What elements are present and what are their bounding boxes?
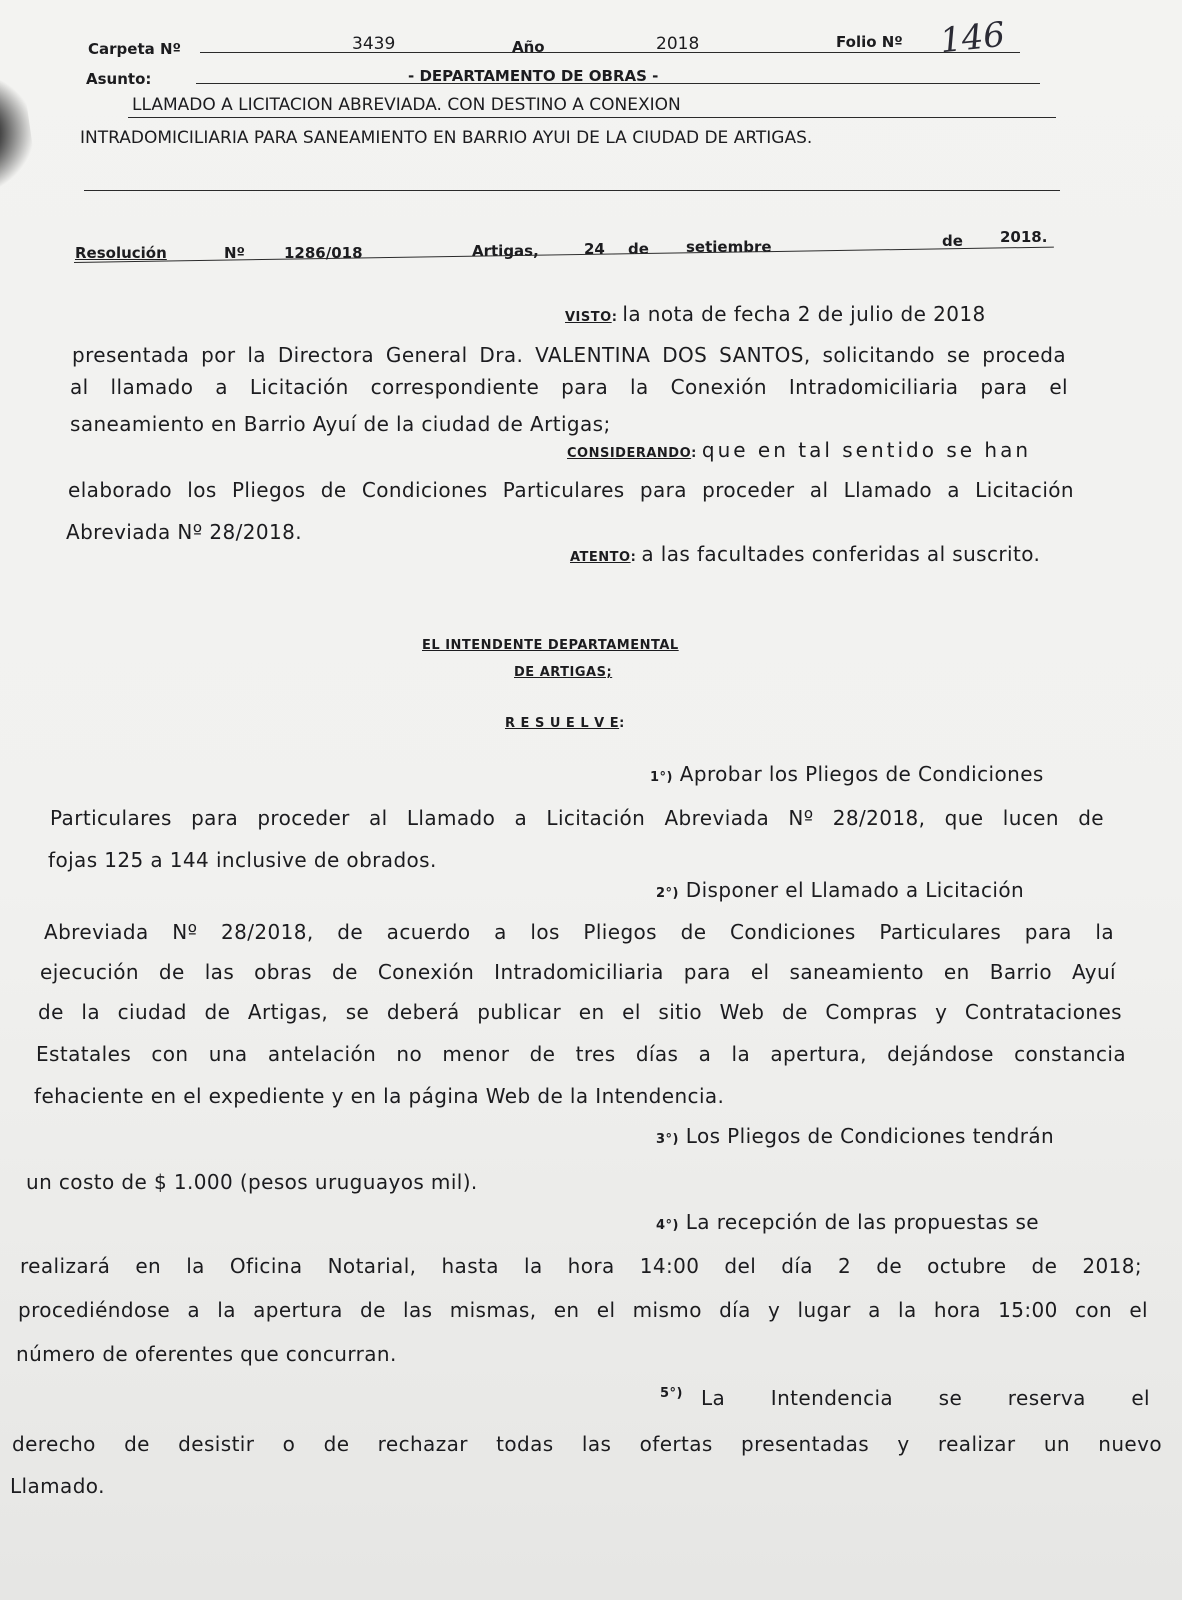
resolution-num-label: Nº [224,244,246,262]
atento-line: ATENTO: a las facultades conferidas al suscrito. [570,542,1041,566]
article-4-line-1: realizará en la Oficina Notarial, hasta la hora 14:00 del día 2 de octubre de 2018; [20,1254,1142,1278]
article-2-first-text: Disponer el Llamado a Licitación [685,878,1025,902]
article-5-num: 5°) [660,1386,683,1401]
article-4-num: 4°) [656,1218,679,1233]
article-1-num: 1°) [650,770,673,785]
asunto-label: Asunto: [86,70,152,88]
resolution-city: Artigas, [472,242,539,260]
article-5-line-2: Llamado. [10,1474,105,1498]
considerando-first-line: CONSIDERANDO: que en tal sentido se han [567,438,1032,462]
visto-first-line: VISTO: la nota de fecha 2 de julio de 2018 [565,302,986,326]
article-1-first-text: Aprobar los Pliegos de Condiciones [679,762,1044,786]
atento-text: a las facultades conferidas al suscrito. [641,542,1041,566]
article-3-num: 3°) [656,1132,679,1147]
visto-text-1: la nota de fecha 2 de julio de 2018 [622,302,986,326]
resolution-de-1: de [628,240,649,258]
considerando-label: CONSIDERANDO [567,446,692,461]
resolution-day: 24 [584,240,605,258]
blank-rule [84,190,1060,191]
resuelve-heading: R E S U E L V E: [505,716,625,731]
article-1-first [650,762,1044,786]
department-name: - DEPARTAMENTO DE OBRAS - [408,67,659,85]
considerando-line-2: elaborado los Pliegos de Condiciones Particulares para proceder al Llamado a Licitación [68,478,1074,502]
asunto-rule-2 [128,117,1056,118]
carpeta-value: 3439 [352,34,396,54]
article-2-line-1: Abreviada Nº 28/2018, de acuerdo a los Pliegos de Condiciones Particulares para la [44,920,1114,944]
atento-label: ATENTO [570,550,631,565]
carpeta-rule [200,52,1020,53]
intendente-line-1: EL INTENDENTE DEPARTAMENTAL [422,638,679,653]
article-2-line-2: ejecución de las obras de Conexión Intradomiciliaria para el saneamiento en Barrio Ayuí [40,960,1116,984]
carpeta-label: Carpeta Nº [88,40,181,58]
visto-label: VISTO [565,310,612,325]
resolution-month: setiembre [686,238,772,256]
article-2-line-5: fehaciente en el expediente y en la página Web de la Intendencia. [34,1084,725,1108]
article-4-first-text: La recepción de las propuestas se [685,1210,1039,1234]
article-4-line-2: procediéndose a la apertura de las mismas, en el mismo día y lugar a la hora 15:00 con el [18,1298,1148,1322]
considerando-line-3: Abreviada Nº 28/2018. [66,520,303,544]
considerando-text-1: que en tal sentido se han [701,438,1032,462]
resuelve-text: R E S U E L V E [505,716,620,731]
asunto-line-2: INTRADOMICILIARIA PARA SANEAMIENTO EN BARRIO AYUI DE LA CIUDAD DE ARTIGAS. [80,128,813,148]
article-4-first [656,1210,1039,1234]
article-1-line-2: fojas 125 a 144 inclusive de obrados. [48,848,437,872]
article-4-line-3: número de oferentes que concurran. [16,1342,397,1366]
article-2-line-4: Estatales con una antelación no menor de tres días a la apertura, dejándose constancia [36,1042,1126,1066]
article-2-first [656,878,1024,902]
resolution-number: 1286/018 [284,244,363,262]
anio-label: Año [512,38,545,56]
article-2-line-3: de la ciudad de Artigas, se deberá publicar en el sitio Web de Compras y Contrataciones [38,1000,1122,1024]
resolution-label: Resolución [75,244,167,262]
article-1-line-1: Particulares para proceder al Llamado a Licitación Abreviada Nº 28/2018, que lucen de [50,806,1104,830]
anio-value: 2018 [656,34,700,54]
article-2-num: 2°) [656,886,679,901]
article-5-first-text: La Intendencia se reserva el [701,1386,1150,1410]
resolution-rule [74,247,1054,263]
article-5-line-1: derecho de desistir o de rechazar todas las ofertas presentadas y realizar un nuevo [12,1432,1162,1456]
article-3-first-text: Los Pliegos de Condiciones tendrán [685,1124,1055,1148]
resolution-year: 2018. [1000,228,1048,246]
visto-line-4: saneamiento en Barrio Ayuí de la ciudad de Artigas; [70,412,611,436]
asunto-line-1: LLAMADO A LICITACION ABREVIADA. CON DESTINO A CONEXION [132,95,681,115]
folio-handwritten: 146 [938,14,1007,62]
page-shadow [0,66,38,195]
resolution-de-2: de [942,232,963,250]
article-5-first [660,1386,1150,1410]
visto-line-2: presentada por la Directora General Dra. VALENTINA DOS SANTOS, solicitando se proceda [72,343,1066,367]
article-3-line-1: un costo de $ 1.000 (pesos uruguayos mil). [26,1170,478,1194]
article-3-first [656,1124,1054,1148]
intendente-line-2: DE ARTIGAS; [514,665,613,680]
folio-label: Folio Nº [836,33,903,51]
visto-line-3: al llamado a Licitación correspondiente para la Conexión Intradomiciliaria para el [70,375,1068,399]
